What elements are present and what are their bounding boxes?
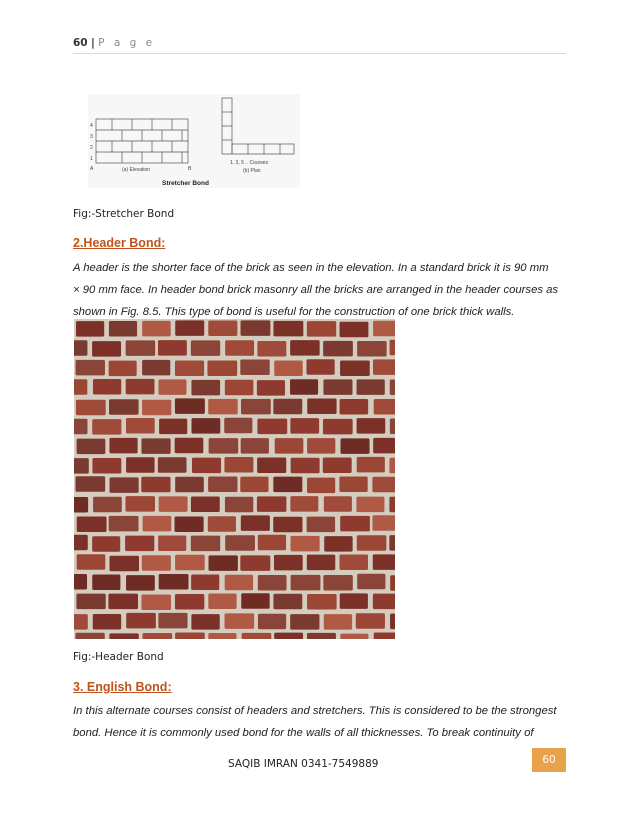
brick [141,595,171,611]
brick [158,535,186,551]
brick [290,418,319,434]
brick [357,457,385,473]
brick [357,418,386,434]
brick [357,574,385,590]
brick [225,497,253,513]
brick [209,438,239,454]
brick [373,594,395,610]
brick [74,340,87,356]
brick [175,438,204,454]
brick [158,340,187,356]
brick [142,400,171,416]
brick [110,477,139,493]
point-b-label: B [188,166,192,172]
brick [241,399,271,415]
brick [74,458,89,474]
brick [74,574,87,590]
brick [241,438,269,454]
brick [372,477,395,493]
brick [208,593,236,609]
brick [273,477,302,493]
brick [257,419,287,435]
brick [240,477,268,493]
figure2-caption: Fig:-Header Bond [73,651,164,663]
brick [357,379,385,395]
brick [175,516,204,532]
brick [340,399,369,415]
figure1-caption: Fig:-Stretcher Bond [73,208,175,220]
brick [74,379,87,395]
brick [240,555,270,571]
brick [76,360,105,376]
brick [273,594,302,610]
brick [192,458,221,474]
brick [373,554,395,570]
brick [323,457,352,473]
brick [191,340,220,356]
brick [323,419,353,435]
brick [307,517,335,533]
brick [274,555,303,571]
brick [77,554,106,570]
brick [108,594,138,610]
brick [307,478,335,494]
brick [109,399,139,415]
footer-author: SAQIB IMRAN 0341-7549889 [228,758,379,770]
courses-caption: 1, 3, 5 .. Courses [230,160,269,166]
brick [241,320,271,336]
brick [374,633,395,639]
brick [373,359,395,375]
brick [323,379,352,395]
brick [339,476,367,492]
brick [109,438,137,454]
brick [109,321,137,337]
brick [207,360,237,376]
brick [339,555,368,571]
brick [324,536,352,552]
brick [390,418,395,434]
brick [357,535,387,551]
section3-line-1: In this alternate courses consist of headers and stretchers. This is considered to be the strongest [73,705,557,717]
section3-line-2: bond. Hence it is commonly used bond for the walls of all thicknesses. To break continuity of [73,727,534,739]
brick [290,379,318,395]
brick [389,535,395,551]
course-label-3: 3 [90,134,93,140]
brick [390,614,395,630]
brick [77,439,106,455]
brick [242,633,272,639]
brick [374,399,395,415]
brick [257,380,285,396]
brick [224,457,253,473]
header-page-number: 60 [73,37,88,49]
brick [307,555,335,571]
brick [75,633,104,639]
brick [291,458,320,474]
brick [142,555,171,571]
brick [257,341,286,357]
brick [74,614,88,630]
brick [290,340,319,356]
brick [191,380,220,396]
brick [225,575,253,591]
brick [93,497,122,513]
brick [340,322,369,338]
brick [158,379,186,395]
brick [372,515,395,531]
section2-line-1: A header is the shorter face of the brick as seen in the elevation. In a standard brick it is 90 mm [73,262,549,274]
brick [109,361,137,377]
brick [74,419,87,435]
section2-line-2: × 90 mm face. In header bond brick masonry all the bricks are arranged in the header courses as [73,284,559,296]
brick [92,419,121,435]
brick [208,633,236,639]
brick [373,321,395,337]
brick [324,496,352,512]
brick [141,477,170,493]
brick [125,496,155,512]
brick [357,341,386,357]
brick [307,398,336,414]
brick [74,497,88,513]
point-a-label: A [90,166,94,172]
brick [109,516,139,532]
brick [324,614,352,630]
brick [159,496,188,512]
brick [273,321,303,337]
brick [208,476,237,492]
brick [291,575,321,591]
brick [273,517,302,533]
brick [275,438,304,454]
brick [307,594,337,610]
brick [77,516,107,532]
header-bond-photo [74,319,395,639]
brick [307,321,336,337]
brick [109,556,139,572]
brick [126,340,156,356]
brick [142,321,171,337]
brick [126,575,155,591]
brick [356,613,385,629]
brick [76,594,105,610]
section2-paragraph [73,257,565,323]
stretcher-bond-figure [88,94,300,188]
brick [257,496,287,512]
brick [307,438,335,454]
brick [191,496,220,512]
brick [175,594,204,610]
brick [340,516,370,532]
brick [225,613,255,629]
brick [390,340,395,356]
brick [175,555,205,571]
brick [258,575,287,591]
course-label-2: 2 [90,145,93,151]
brick [225,535,255,551]
brick [274,633,303,639]
brick [141,438,170,454]
brick [76,476,106,492]
brick [291,536,320,552]
section3-heading: 3. English Bond: [73,680,172,694]
brick [175,398,205,414]
brick [258,535,286,551]
brick [126,418,155,434]
elevation-caption: (a) Elevation [122,167,151,173]
brick [143,633,173,639]
brick [126,457,154,473]
brick [93,614,121,630]
brick [109,633,138,639]
brick [373,438,395,454]
brick [241,593,269,609]
brick [92,341,121,356]
brick [241,515,270,531]
brick [224,418,252,434]
section2-heading: 2.Header Bond: [73,236,166,250]
header-page-word: P a g e [98,37,156,49]
brick [191,614,219,630]
brick [307,359,335,375]
brick [175,633,205,639]
brick [257,458,286,474]
brick [142,360,170,376]
section3-paragraph [73,700,565,744]
brick [126,379,155,395]
course-label-4: 4 [90,123,93,129]
brick [225,380,254,396]
brick [143,516,172,532]
brick [175,320,204,336]
brick [274,361,302,377]
brick [159,574,189,590]
brick [290,614,319,630]
brick [208,320,237,336]
brick [340,438,369,454]
brick [93,379,121,395]
brick [340,360,370,376]
brick [323,575,352,591]
brick [74,535,88,551]
figure1-title: Stretcher Bond [162,180,209,187]
course-label-1: 1 [90,156,93,162]
plan-caption: (b) Plan [243,168,261,174]
brick [175,361,204,377]
brick [208,399,238,415]
brick [307,633,336,639]
brick [158,457,187,473]
brick [175,477,204,493]
brick [159,419,187,435]
brick [125,536,154,552]
brick [76,400,106,416]
brick [92,536,120,552]
brick [92,575,120,591]
section2-line-3: shown in Fig. 8.5. This type of bond is useful for the construction of one brick thick walls. [73,306,515,318]
brick [390,379,395,395]
brick [240,359,269,375]
brick [225,340,254,356]
brick [191,418,220,434]
brick [191,574,219,590]
footer-page-box: 60 [532,748,566,772]
brick [126,613,156,629]
brick [389,458,395,474]
brick [76,321,104,337]
brick [340,593,368,609]
brick [208,516,236,532]
brick [389,497,395,513]
brick [323,341,353,356]
page-header [73,37,566,54]
header-separator: | [90,37,95,49]
brick [191,536,220,552]
brick [92,458,121,474]
brick [290,496,318,512]
brick [258,614,286,630]
brick [158,613,187,629]
brick [390,575,395,591]
brick [340,634,368,639]
brick [356,497,384,513]
brick [273,399,302,415]
brick [209,555,238,571]
